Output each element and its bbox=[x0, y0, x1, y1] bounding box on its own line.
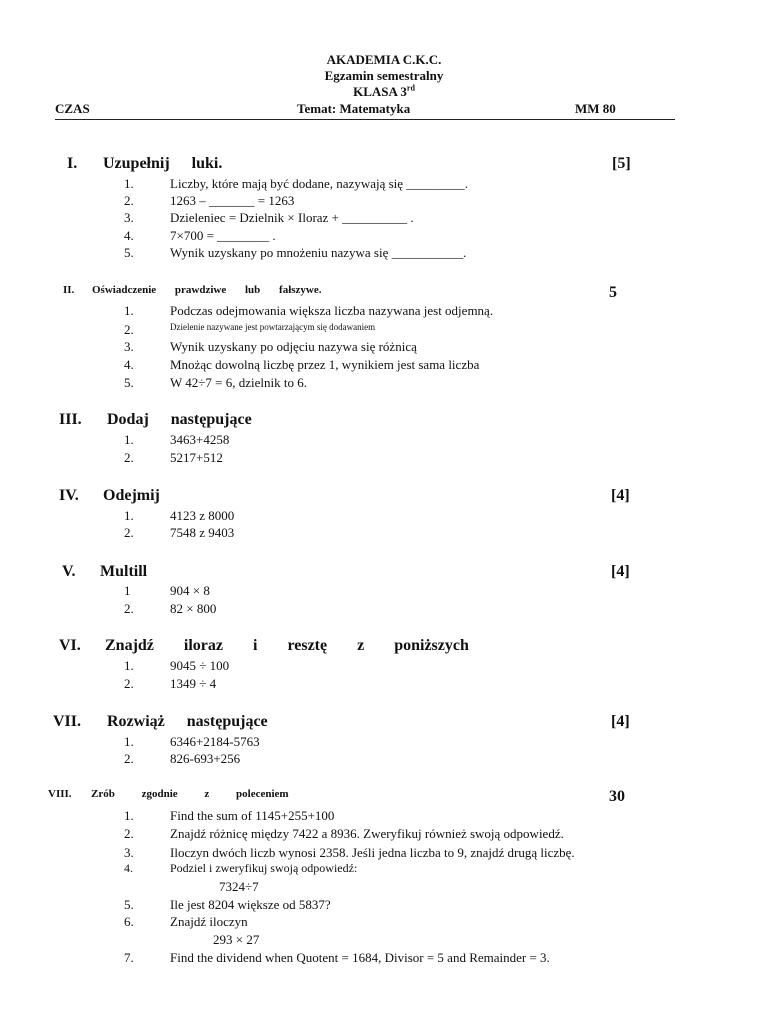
section-3-heading bbox=[59, 411, 359, 431]
section-number: I. bbox=[67, 155, 78, 172]
item-text: 7×700 = ________ . bbox=[170, 228, 276, 243]
item-number: 1 bbox=[124, 583, 131, 598]
section-8-heading bbox=[48, 788, 348, 804]
section-4-points: [4] bbox=[611, 487, 630, 504]
section-7-heading bbox=[53, 713, 353, 733]
item-text: 1263 – _______ = 1263 bbox=[170, 193, 295, 208]
item-number: 1. bbox=[124, 808, 134, 823]
class-ordinal: rd bbox=[406, 83, 415, 93]
section-title: Oświadczenie prawdziwe lub fałszywe. bbox=[92, 284, 322, 296]
item-number: 1. bbox=[124, 658, 134, 673]
section-8-points: 30 bbox=[609, 788, 625, 805]
item-number: 3. bbox=[124, 339, 134, 354]
item-number: 4. bbox=[124, 861, 133, 875]
item-text: 826-693+256 bbox=[170, 751, 241, 766]
topic-label: Temat: Matematyka bbox=[297, 101, 411, 116]
item-text: 82 × 800 bbox=[170, 601, 217, 616]
item-number: 2. bbox=[124, 322, 134, 337]
meta-underline bbox=[55, 119, 675, 120]
item-number: 2. bbox=[124, 193, 134, 208]
item-number: 1. bbox=[124, 734, 134, 749]
item-number: 2. bbox=[124, 751, 134, 766]
section-4-heading bbox=[59, 487, 359, 507]
item-text: 904 × 8 bbox=[170, 583, 210, 598]
section-title: Dodaj następujące bbox=[107, 411, 252, 428]
section-6-heading bbox=[59, 637, 519, 657]
item-text: 6346+2184-5763 bbox=[170, 734, 260, 749]
sub-expression: 293 × 27 bbox=[213, 932, 260, 947]
section-number: VI. bbox=[59, 637, 81, 654]
section-title: Rozwiąż następujące bbox=[107, 713, 268, 730]
item-number: 4. bbox=[124, 357, 134, 372]
class-text: KLASA 3 bbox=[353, 84, 407, 99]
item-number: 2. bbox=[124, 525, 134, 540]
item-number: 1. bbox=[124, 176, 134, 191]
item-text: Wynik uzyskany po odjęciu nazywa się różnicą bbox=[170, 339, 417, 354]
item-number: 2. bbox=[124, 826, 134, 841]
sub-expression: 7324÷7 bbox=[219, 879, 259, 894]
time-label: CZAS bbox=[55, 101, 90, 116]
section-5-heading bbox=[62, 563, 362, 583]
item-number: 1. bbox=[124, 508, 134, 523]
section-7-points: [4] bbox=[611, 713, 630, 730]
section-number: IV. bbox=[59, 487, 79, 504]
item-text: Mnożąc dowolną liczbę przez 1, wynikiem jest sama liczba bbox=[170, 357, 480, 372]
section-1-points: [5] bbox=[612, 155, 631, 172]
item-number: 6. bbox=[124, 914, 134, 929]
section-2-points: 5 bbox=[609, 284, 617, 301]
section-number: VII. bbox=[53, 713, 82, 730]
item-text: Find the sum of 1145+255+100 bbox=[170, 808, 335, 823]
item-text: Find the dividend when Quotent = 1684, Divisor = 5 and Remainder = 3. bbox=[170, 950, 550, 965]
item-text: Iloczyn dwóch liczb wynosi 2358. Jeśli jedna liczba to 9, znajdź drugą liczbę. bbox=[170, 845, 575, 860]
section-2-heading bbox=[63, 284, 463, 300]
section-number: II. bbox=[63, 284, 75, 296]
item-number: 2. bbox=[124, 601, 134, 616]
item-text: 5217+512 bbox=[170, 450, 223, 465]
item-text: Znajdź iloczyn bbox=[170, 914, 248, 929]
item-text: Podziel i zweryfikuj swoją odpowiedź: bbox=[170, 861, 358, 875]
meta-row bbox=[55, 100, 675, 120]
item-text: 9045 ÷ 100 bbox=[170, 658, 230, 673]
item-text: Liczby, które mają być dodane, nazywają się _________. bbox=[170, 176, 469, 191]
item-number: 5. bbox=[124, 375, 134, 390]
item-text: 3463+4258 bbox=[170, 432, 230, 447]
item-text: 7548 z 9403 bbox=[170, 525, 235, 540]
item-number: 1. bbox=[124, 303, 134, 318]
item-text: Ile jest 8204 większe od 5837? bbox=[170, 897, 331, 912]
item-number: 7. bbox=[124, 950, 134, 965]
item-number: 3. bbox=[124, 845, 134, 860]
item-text: Wynik uzyskany po mnożeniu nazywa się ___________. bbox=[170, 245, 467, 260]
section-title: Uzupełnij luki. bbox=[103, 155, 223, 172]
item-text: Dzielenie nazywane jest powtarzającym się dodawaniem bbox=[170, 322, 376, 332]
section-number: VIII. bbox=[48, 788, 72, 800]
item-text: W 42÷7 = 6, dzielnik to 6. bbox=[170, 375, 307, 390]
item-text: Znajdź różnicę między 7422 a 8936. Zweryfikuj również swoją odpowiedź. bbox=[170, 826, 564, 841]
section-number: V. bbox=[62, 563, 76, 580]
item-text: Podczas odejmowania większa liczba nazywana jest odjemną. bbox=[170, 303, 494, 318]
exam-title: Egzamin semestralny bbox=[324, 68, 444, 83]
class-label bbox=[0, 84, 768, 100]
section-title: Znajdź iloraz i resztę z poniższych bbox=[105, 637, 469, 654]
item-number: 5. bbox=[124, 245, 134, 260]
item-text: 1349 ÷ 4 bbox=[170, 676, 217, 691]
item-number: 3. bbox=[124, 210, 134, 225]
section-number: III. bbox=[59, 411, 82, 428]
section-title: Multill bbox=[100, 563, 148, 580]
item-text: 4123 z 8000 bbox=[170, 508, 235, 523]
item-number: 2. bbox=[124, 676, 134, 691]
section-title: Odejmij bbox=[103, 487, 160, 504]
item-number: 1. bbox=[124, 432, 134, 447]
school-name: AKADEMIA C.K.C. bbox=[326, 52, 442, 67]
item-number: 2. bbox=[124, 450, 134, 465]
section-1-heading bbox=[67, 155, 367, 175]
section-title: Zrób zgodnie z poleceniem bbox=[91, 788, 289, 800]
item-number: 4. bbox=[124, 228, 134, 243]
item-number: 5. bbox=[124, 897, 134, 912]
max-marks: MM 80 bbox=[575, 101, 616, 116]
section-5-points: [4] bbox=[611, 563, 630, 580]
item-text: Dzieleniec = Dzielnik × Iloraz + __________ . bbox=[170, 210, 414, 225]
